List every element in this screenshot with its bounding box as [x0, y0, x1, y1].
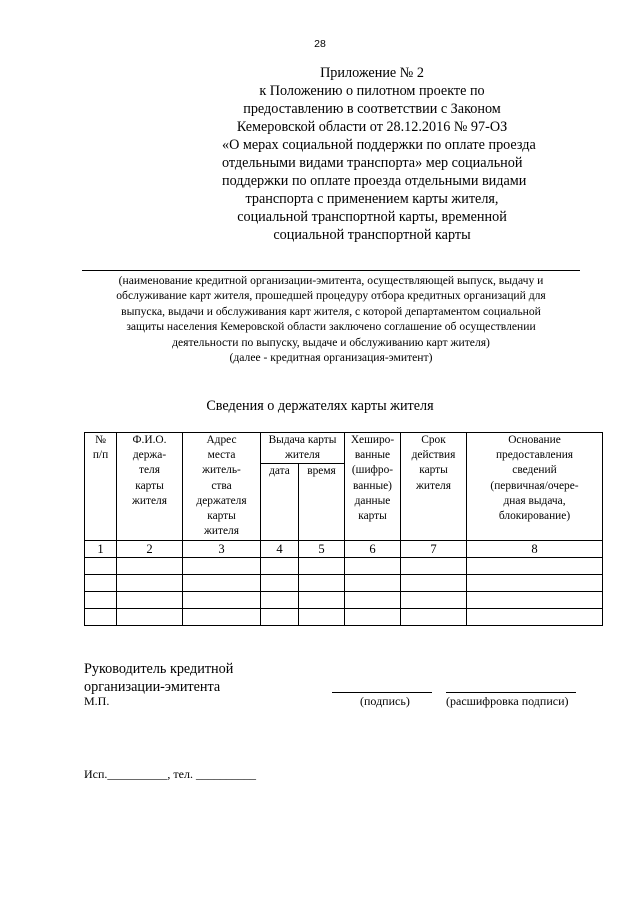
signatory-title — [84, 661, 233, 696]
table-cell — [299, 592, 345, 609]
appendix-line: Приложение № 2 — [320, 65, 424, 81]
header-num — [85, 433, 117, 541]
table-cell — [183, 575, 261, 592]
header-address — [183, 433, 261, 541]
header-line: сведений — [512, 464, 557, 477]
header-line: п/п — [92, 449, 109, 462]
column-number: 5 — [299, 541, 345, 558]
table-cell — [117, 558, 183, 575]
header-line: житель- — [202, 464, 241, 477]
table-cell — [299, 609, 345, 626]
header-line: жителя — [285, 449, 320, 462]
header-hashed-data — [345, 433, 401, 541]
header-fio — [117, 433, 183, 541]
org-description-line: выпуска, выдачи и обслуживания карт жителя, с которой департаментом социальной — [121, 304, 541, 318]
header-line: Основание — [508, 434, 561, 446]
appendix-line: транспорта с применением карты жителя, — [245, 191, 499, 207]
org-description-line: (далее - кредитная организация-эмитент) — [229, 351, 433, 365]
org-description-line: (наименование кредитной организации-эмитента, осуществляющей выпуск, выдачу и — [118, 274, 544, 287]
table-row — [85, 609, 603, 626]
org-description — [82, 273, 580, 365]
org-description-line: защиты населения Кемеровской области заключено соглашение об осуществлении — [126, 320, 536, 334]
org-description-line: деятельности по выпуску, выдаче и обслуживанию карт жителя) — [172, 335, 490, 349]
column-number: 2 — [117, 541, 183, 558]
header-line: Срок — [421, 434, 446, 446]
header-line: места — [207, 449, 236, 462]
table-cell — [261, 558, 299, 575]
appendix-line: предоставлению в соответствии с Законом — [243, 101, 501, 117]
org-name-underline — [82, 270, 580, 271]
header-line: Ф.И.О. — [132, 434, 167, 446]
header-validity-term — [401, 433, 467, 541]
column-number-row — [85, 541, 603, 558]
table-cell — [401, 575, 467, 592]
table-cell — [183, 609, 261, 626]
appendix-line: отдельными видами транспорта» мер социальной — [222, 155, 523, 171]
table-cell — [401, 609, 467, 626]
table-cell — [401, 558, 467, 575]
appendix-line: социальной транспортной карты — [273, 227, 471, 243]
table-cell — [117, 609, 183, 626]
header-line: Адрес — [206, 434, 237, 446]
signature-decoding-caption: (расшифровка подписи) — [446, 694, 569, 708]
table-cell — [85, 575, 117, 592]
appendix-line: к Положению о пилотном проекте по — [259, 83, 485, 99]
header-line: жителя — [204, 525, 239, 538]
header-line: ванные — [354, 449, 391, 462]
table-cell — [467, 609, 603, 626]
org-description-line: обслуживание карт жителя, прошедшей процедуру отбора кредитных организаций для — [116, 289, 546, 303]
table-cell — [467, 592, 603, 609]
table-row — [85, 575, 603, 592]
header-line: ванные) — [353, 479, 392, 492]
header-line: карты — [135, 479, 164, 492]
appendix-line: Кемеровской области от 28.12.2016 № 97-ОЗ — [236, 119, 508, 135]
signature-decoding-line — [446, 692, 576, 693]
column-number: 4 — [261, 541, 299, 558]
executor-phone-line: Исп.__________, тел. __________ — [84, 767, 256, 781]
column-number: 3 — [183, 541, 261, 558]
table-cell — [261, 592, 299, 609]
header-line: жителя — [132, 494, 167, 507]
header-line: (первичная/очере- — [490, 479, 579, 492]
table-cell — [261, 609, 299, 626]
table-title: Сведения о держателях карты жителя — [206, 398, 434, 414]
header-line: карты — [207, 510, 236, 523]
header-line: Хеширо- — [350, 434, 395, 446]
column-number: 8 — [467, 541, 603, 558]
signatory-title-line: Руководитель кредитной — [84, 661, 234, 677]
table-cell — [345, 592, 401, 609]
header-line: Выдача карты — [268, 434, 337, 446]
signature-caption: (подпись) — [360, 694, 410, 708]
appendix-line: социальной транспортной карты, временной — [237, 209, 507, 225]
header-line: данные — [354, 494, 391, 507]
header-line: карты — [419, 464, 448, 477]
column-number: 7 — [401, 541, 467, 558]
card-holders-table — [84, 432, 603, 626]
header-line: держателя — [196, 494, 247, 507]
header-line: блокирование) — [498, 510, 571, 523]
header-basis — [467, 433, 603, 541]
signatory-title-line: организации-эмитента — [84, 678, 221, 695]
table-cell — [85, 592, 117, 609]
table-cell — [401, 592, 467, 609]
appendix-header — [222, 64, 536, 244]
appendix-line: «О мерах социальной поддержки по оплате проезда — [222, 137, 536, 153]
header-issue-date: дата — [261, 464, 299, 541]
table-cell — [85, 609, 117, 626]
table-cell — [183, 592, 261, 609]
column-number: 1 — [85, 541, 117, 558]
header-line: держа- — [132, 449, 167, 462]
header-line: жителя — [416, 479, 451, 492]
page-number: 28 — [314, 38, 326, 50]
header-line: № — [95, 434, 106, 446]
table-cell — [345, 558, 401, 575]
table-row — [85, 558, 603, 575]
table-cell — [467, 558, 603, 575]
table-cell — [467, 575, 603, 592]
table-cell — [117, 592, 183, 609]
table-row — [85, 592, 603, 609]
table-cell — [299, 558, 345, 575]
table-cell — [345, 609, 401, 626]
stamp-place-label: М.П. — [84, 694, 110, 708]
header-line: действия — [411, 449, 456, 462]
header-line: предоставления — [495, 449, 574, 462]
header-issue — [261, 433, 345, 464]
table-cell — [183, 558, 261, 575]
header-line: карты — [358, 510, 387, 523]
signature-line — [332, 692, 432, 693]
header-line: ства — [211, 479, 232, 492]
header-line: (шифро- — [351, 464, 394, 477]
header-line: дная выдача, — [503, 494, 566, 507]
table-cell — [345, 575, 401, 592]
table-cell — [299, 575, 345, 592]
appendix-line: поддержки по оплате проезда отдельными видами — [222, 173, 527, 189]
table-cell — [261, 575, 299, 592]
header-issue-time: время — [299, 464, 345, 541]
table-cell — [117, 575, 183, 592]
table-cell — [85, 558, 117, 575]
header-line: теля — [139, 464, 160, 477]
column-number: 6 — [345, 541, 401, 558]
